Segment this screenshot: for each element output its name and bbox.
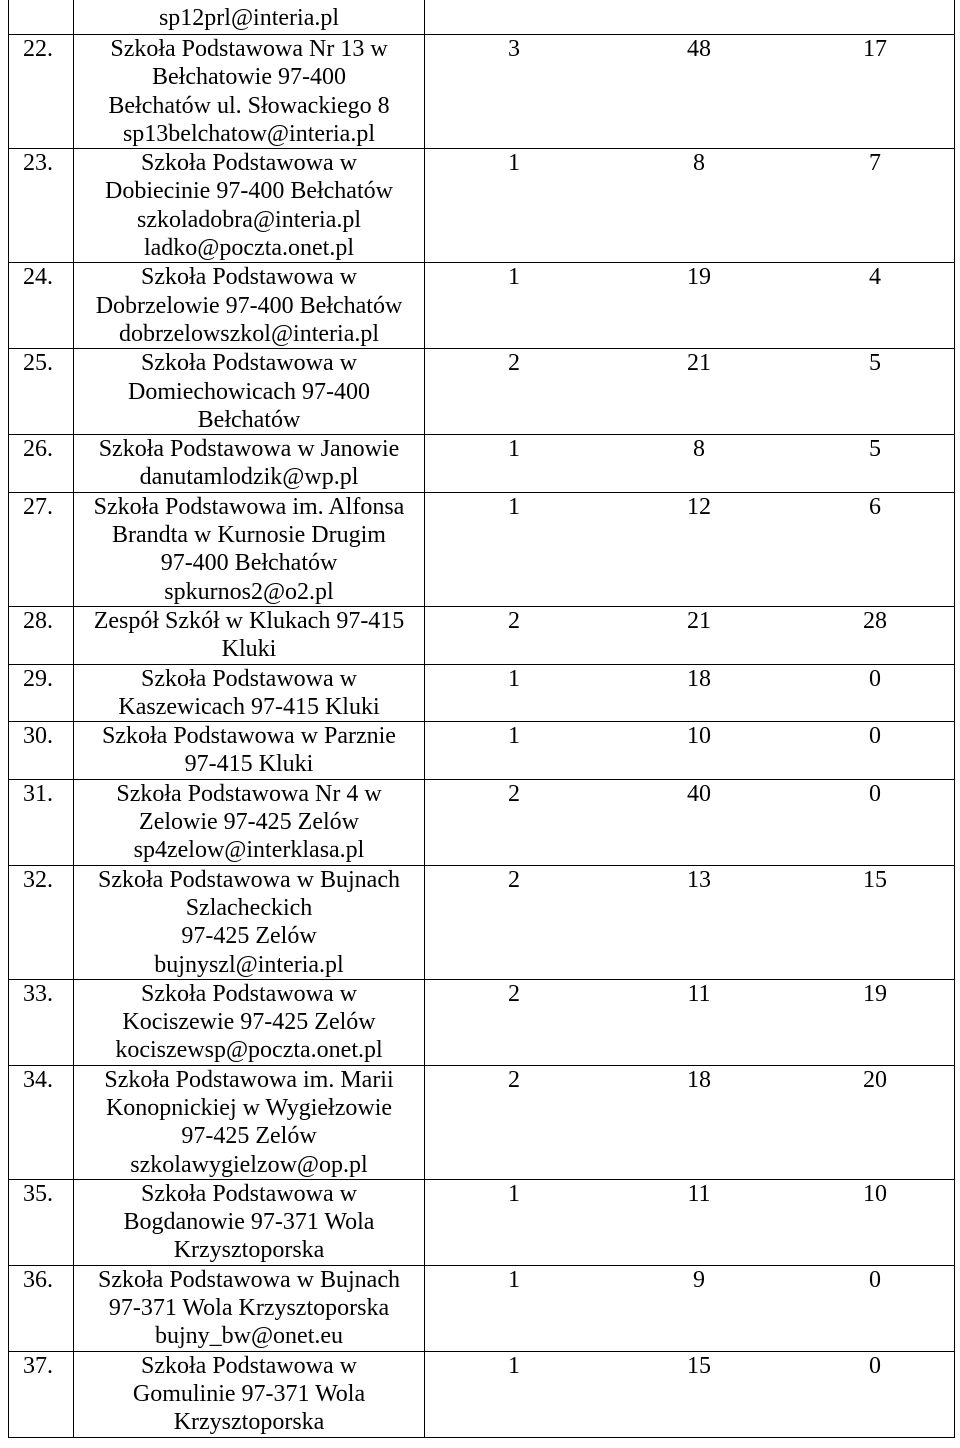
counts-cell bbox=[425, 1066, 954, 1179]
count-value-3: 6 bbox=[869, 493, 881, 520]
school-line: szkolawygielzow@op.pl bbox=[130, 1151, 368, 1178]
table-row bbox=[9, 435, 954, 493]
count-value-2: 9 bbox=[693, 1266, 705, 1293]
counts-cell bbox=[425, 35, 954, 148]
school-line: 97-425 Zelów bbox=[181, 1123, 317, 1150]
table-row bbox=[9, 866, 954, 980]
count-value-3: 7 bbox=[869, 150, 881, 177]
counts-cell bbox=[425, 665, 954, 722]
counts-cell bbox=[425, 980, 954, 1065]
count-value-2: 19 bbox=[687, 264, 711, 291]
count-value-3: 0 bbox=[869, 780, 881, 807]
row-number: 29. bbox=[9, 665, 74, 722]
school-line: Zelowie 97-425 Zelów bbox=[139, 809, 359, 836]
count-value-2: 8 bbox=[693, 150, 705, 177]
school-line: 97-400 Bełchatów bbox=[160, 550, 338, 577]
school-line: Szkoła Podstawowa w bbox=[141, 980, 357, 1007]
count-value-1: 1 bbox=[508, 665, 520, 692]
school-line: Szkoła Podstawowa w Bujnach bbox=[98, 1266, 400, 1293]
count-value-1: 1 bbox=[508, 150, 520, 177]
row-number: 28. bbox=[9, 607, 74, 664]
school-line: Szkoła Podstawowa w Janowie bbox=[98, 436, 400, 463]
count-value-1: 1 bbox=[508, 1352, 520, 1379]
counts-cell bbox=[425, 435, 954, 492]
count-value-1: 2 bbox=[508, 607, 520, 634]
count-value-1: 3 bbox=[508, 36, 520, 62]
table-row bbox=[9, 780, 954, 866]
table-row bbox=[9, 263, 954, 349]
count-value-3: 15 bbox=[863, 866, 887, 893]
count-value-3: 20 bbox=[863, 1066, 887, 1093]
school-cell bbox=[74, 665, 425, 722]
count-value-2: 48 bbox=[687, 36, 711, 62]
counts-cell bbox=[425, 263, 954, 348]
row-number: 24. bbox=[9, 263, 74, 348]
count-value-1: 2 bbox=[508, 866, 520, 893]
count-value-3: 28 bbox=[863, 607, 887, 634]
school-cell bbox=[74, 149, 425, 262]
school-line: bujnyszl@interia.pl bbox=[154, 951, 344, 978]
row-number: 25. bbox=[9, 349, 74, 434]
row-number: 36. bbox=[9, 1266, 74, 1351]
school-line: 97-415 Kluki bbox=[184, 751, 314, 778]
school-line: dobrzelowszkol@interia.pl bbox=[118, 320, 380, 347]
row-number: 31. bbox=[9, 780, 74, 865]
school-line: Szkoła Podstawowa w bbox=[141, 1180, 357, 1207]
count-value-2: 40 bbox=[687, 780, 711, 807]
school-line: Szkoła Podstawowa im. Alfonsa bbox=[93, 493, 405, 520]
school-line: bujny_bw@onet.eu bbox=[154, 1323, 344, 1350]
counts-cell bbox=[425, 0, 954, 34]
table-row bbox=[9, 607, 954, 665]
counts-cell bbox=[425, 493, 954, 606]
school-cell bbox=[74, 607, 425, 664]
row-number: 35. bbox=[9, 1180, 74, 1265]
school-cell bbox=[74, 980, 425, 1065]
count-value-2: 18 bbox=[687, 1066, 711, 1093]
school-line: sp4zelow@interklasa.pl bbox=[133, 837, 365, 864]
row-number: 30. bbox=[9, 722, 74, 779]
school-line: Kaszewicach 97-415 Kluki bbox=[118, 693, 380, 720]
counts-cell bbox=[425, 149, 954, 262]
table-row bbox=[9, 722, 954, 780]
school-line: ladko@poczta.onet.pl bbox=[143, 235, 355, 262]
row-number: 27. bbox=[9, 493, 74, 606]
school-line: sp13belchatow@interia.pl bbox=[122, 120, 376, 147]
school-cell bbox=[74, 435, 425, 492]
school-cell bbox=[74, 1180, 425, 1265]
count-value-1: 1 bbox=[508, 493, 520, 520]
count-value-3: 10 bbox=[863, 1180, 887, 1207]
table-row bbox=[9, 1352, 954, 1438]
count-value-1: 2 bbox=[508, 1066, 520, 1093]
school-line: Gomulinie 97-371 Wola bbox=[132, 1380, 366, 1407]
count-value-2: 13 bbox=[687, 866, 711, 893]
count-value-3: 5 bbox=[869, 350, 881, 377]
row-number: 33. bbox=[9, 980, 74, 1065]
school-line: sp12prl@interia.pl bbox=[158, 5, 340, 31]
count-value-2: 12 bbox=[687, 493, 711, 520]
school-line: Konopnickiej w Wygiełzowie bbox=[105, 1094, 393, 1121]
school-line: Kociszewie 97-425 Zelów bbox=[122, 1009, 376, 1036]
school-line: Krzysztoporska bbox=[173, 1237, 325, 1264]
school-line: spkurnos2@o2.pl bbox=[164, 578, 334, 605]
row-number: 37. bbox=[9, 1352, 74, 1437]
counts-cell bbox=[425, 1180, 954, 1265]
counts-cell bbox=[425, 1266, 954, 1351]
count-value-2: 18 bbox=[687, 665, 711, 692]
counts-cell bbox=[425, 780, 954, 865]
school-line: Dobrzelowie 97-400 Bełchatów bbox=[95, 292, 403, 319]
count-value-2: 15 bbox=[687, 1352, 711, 1379]
count-value-3: 5 bbox=[869, 436, 881, 463]
school-line: kociszewsp@poczta.onet.pl bbox=[115, 1037, 383, 1064]
school-cell bbox=[74, 722, 425, 779]
school-line: Szkoła Podstawowa w Parznie bbox=[102, 723, 396, 750]
row-number bbox=[9, 0, 74, 34]
school-line: Dobiecinie 97-400 Bełchatów bbox=[105, 178, 393, 205]
count-value-2: 21 bbox=[687, 607, 711, 634]
count-value-2: 8 bbox=[693, 436, 705, 463]
school-cell bbox=[74, 1066, 425, 1179]
count-value-3: 17 bbox=[863, 36, 887, 62]
school-line: Krzysztoporska bbox=[173, 1409, 325, 1436]
school-cell bbox=[74, 866, 425, 979]
school-line: danutamlodzik@wp.pl bbox=[139, 464, 359, 491]
table-row bbox=[9, 1266, 954, 1352]
school-line: Kluki bbox=[221, 636, 277, 663]
school-line: Bełchatowie 97-400 bbox=[152, 64, 346, 91]
school-line: Szkoła Podstawowa w Bujnach bbox=[98, 866, 400, 893]
row-number: 22. bbox=[9, 35, 74, 148]
count-value-1: 1 bbox=[508, 723, 520, 750]
school-line: Bełchatów bbox=[197, 406, 301, 433]
count-value-1: 2 bbox=[508, 980, 520, 1007]
count-value-3: 19 bbox=[863, 980, 887, 1007]
school-cell bbox=[74, 1266, 425, 1351]
counts-cell bbox=[425, 349, 954, 434]
count-value-1: 1 bbox=[508, 1180, 520, 1207]
table-row bbox=[9, 665, 954, 723]
table-row bbox=[9, 1066, 954, 1180]
count-value-3: 0 bbox=[869, 665, 881, 692]
school-line: szkoladobra@interia.pl bbox=[136, 206, 362, 233]
school-cell bbox=[74, 263, 425, 348]
row-number: 26. bbox=[9, 435, 74, 492]
school-cell bbox=[74, 35, 425, 148]
count-value-2: 10 bbox=[687, 723, 711, 750]
count-value-3: 0 bbox=[869, 723, 881, 750]
row-number: 34. bbox=[9, 1066, 74, 1179]
counts-cell bbox=[425, 722, 954, 779]
counts-cell bbox=[425, 1352, 954, 1437]
school-line: Bogdanowie 97-371 Wola bbox=[123, 1209, 375, 1236]
school-line: Szlacheckich bbox=[185, 894, 313, 921]
school-line: Szkoła Podstawowa w bbox=[141, 264, 357, 291]
school-line: 97-371 Wola Krzysztoporska bbox=[108, 1295, 390, 1322]
row-number: 23. bbox=[9, 149, 74, 262]
school-line: Szkoła Podstawowa w bbox=[141, 1352, 357, 1379]
school-cell bbox=[74, 1352, 425, 1437]
count-value-2: 11 bbox=[687, 980, 711, 1007]
school-cell bbox=[74, 780, 425, 865]
school-line: Szkoła Podstawowa im. Marii bbox=[104, 1066, 394, 1093]
school-table bbox=[8, 0, 955, 1438]
count-value-3: 4 bbox=[869, 264, 881, 291]
school-line: Szkoła Podstawowa Nr 13 w bbox=[110, 36, 388, 62]
count-value-2: 11 bbox=[687, 1180, 711, 1207]
school-line: Bełchatów ul. Słowackiego 8 bbox=[108, 92, 390, 119]
school-line: Szkoła Podstawowa w bbox=[141, 350, 357, 377]
school-line: 97-425 Zelów bbox=[181, 923, 317, 950]
counts-cell bbox=[425, 866, 954, 979]
table-row bbox=[9, 980, 954, 1066]
count-value-3: 0 bbox=[869, 1352, 881, 1379]
count-value-1: 2 bbox=[508, 350, 520, 377]
school-line: Zespół Szkół w Klukach 97-415 bbox=[93, 607, 405, 634]
school-line: Brandta w Kurnosie Drugim bbox=[112, 522, 386, 549]
row-number: 32. bbox=[9, 866, 74, 979]
table-row-continued bbox=[9, 0, 954, 35]
school-line: Szkoła Podstawowa w bbox=[141, 150, 357, 177]
table-row bbox=[9, 149, 954, 263]
school-line: Domiechowicach 97-400 bbox=[128, 378, 370, 405]
count-value-1: 1 bbox=[508, 436, 520, 463]
school-cell bbox=[74, 493, 425, 606]
table-row bbox=[9, 1180, 954, 1266]
school-cell bbox=[74, 0, 425, 34]
table-row bbox=[9, 35, 954, 149]
school-cell bbox=[74, 349, 425, 434]
count-value-1: 1 bbox=[508, 1266, 520, 1293]
count-value-2: 21 bbox=[687, 350, 711, 377]
count-value-1: 2 bbox=[508, 780, 520, 807]
school-line: Szkoła Podstawowa Nr 4 w bbox=[116, 780, 382, 807]
count-value-1: 1 bbox=[508, 264, 520, 291]
school-line: Szkoła Podstawowa w bbox=[141, 665, 357, 692]
count-value-3: 0 bbox=[869, 1266, 881, 1293]
table-row bbox=[9, 349, 954, 435]
table-row bbox=[9, 493, 954, 607]
counts-cell bbox=[425, 607, 954, 664]
